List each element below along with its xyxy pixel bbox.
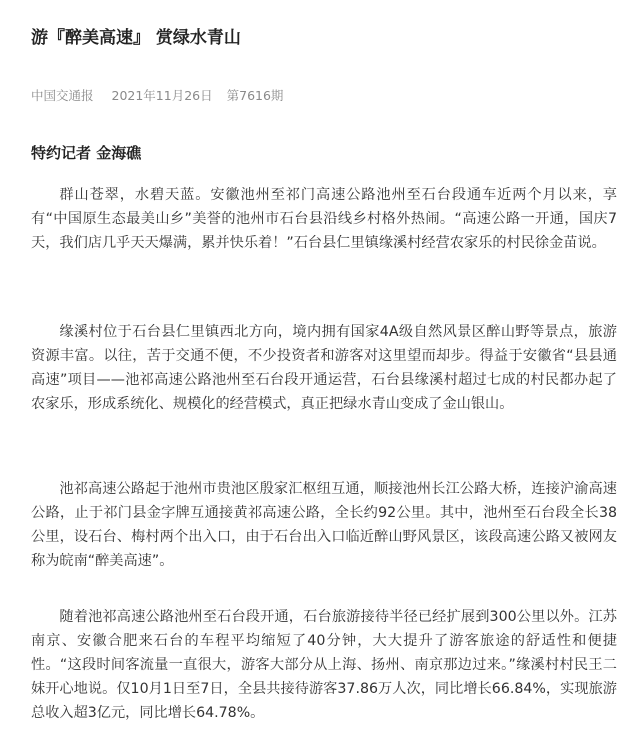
paragraph-2: 缘溪村位于石台县仁里镇西北方向，境内拥有国家4A级自然风景区醉山野等景点，旅游资源丰富。以往，苦于交通不便，不少投资者和游客对这里望而却步。得益于安徽省“县县通高速”项目——池祁高速公路池州至石台段开通运营，石台县缘溪村超过七成的村民都办起了农家乐，形成系统化、规模化的经营模式，真正把绿水青山变成了金山银山。 <box>31 324 617 412</box>
issue-number: 第7616期 <box>226 88 284 103</box>
source-label: 中国交通报 <box>31 88 94 103</box>
byline: 特约记者 金海礁 <box>31 144 142 162</box>
paragraph-1: 群山苍翠，水碧天蓝。安徽池州至祁门高速公路池州至石台段通车近两个月以来，享有“中国原生态最美山乡”美誉的池州市石台县沿线乡村格外热闹。“高速公路一开通，国庆7天，我们店几乎天天爆满，累并快乐着！”石台县仁里镇缘溪村经营农家乐的村民徐金苗说。 <box>31 187 617 251</box>
paragraph-3: 池祁高速公路起于池州市贵池区殷家汇枢纽互通，顺接池州长江公路大桥，连接沪渝高速公路，止于祁门县金字牌互通接黄祁高速公路，全长约92公里。其中，池州至石台段全长38公里，设石台、梅村两个出入口，由于石台出入口临近醉山野风景区，该段高速公路又被网友称为皖南“醉美高速”。 <box>31 481 617 569</box>
article-title: 游『醉美高速』 赏绿水青山 <box>31 28 241 48</box>
article-meta <box>31 86 297 104</box>
publish-date: 2021年11月26日 <box>111 88 213 103</box>
paragraph-4: 随着池祁高速公路池州至石台段开通，石台旅游接待半径已经扩展到300公里以外。江苏南京、安徽合肥来石台的车程平均缩短了40分钟，大大提升了游客旅途的舒适性和便捷性。“这段时间客流量一直很大，游客大部分从上海、扬州、南京那边过来。”缘溪村村民王二妹开心地说。仅10月1日至7日，全县共接待游客37.86万人次，同比增长66.84%，实现旅游总收入超3亿元，同比增长64.78%。 <box>31 609 617 721</box>
